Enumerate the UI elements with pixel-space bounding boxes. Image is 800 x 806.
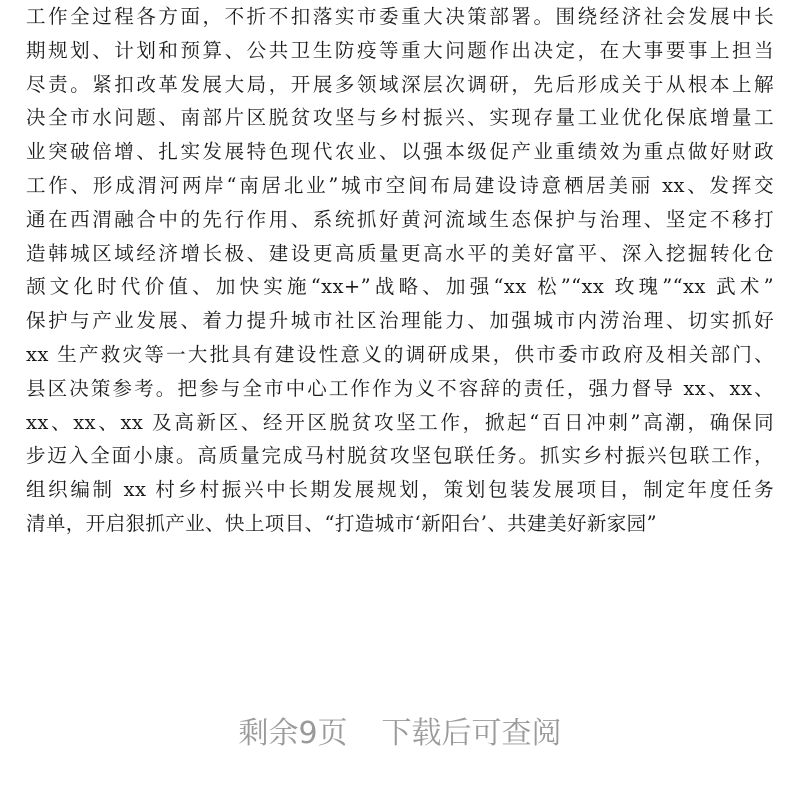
- paragraph-line: 工作全过程各方面，不折不扣落实市委重大决策部署。围绕经济社会发展中长: [26, 5, 774, 28]
- paragraph-line: 颉文化时代价值、加快实施“xx+”战略、加强“xx 松”“xx 玫瑰”“xx 武术”: [26, 275, 774, 299]
- paragraph-line: 县区决策参考。把参与全市中心工作作为义不容辞的责任，强力督导 xx、xx、: [26, 376, 774, 400]
- paragraph-line: 组织编制 xx 村乡村振兴中长期发展规划，策划包装发展项目，制定年度任务: [26, 478, 774, 502]
- paragraph-line: 清单，开启狠抓产业、快上项目、“打造城市‘新阳台’、共建美好新家园”: [26, 511, 657, 535]
- remaining-pages-count: 剩余9页: [238, 716, 348, 751]
- paragraph-line: 业突破倍增、扎实发展特色现代农业、以强本级促产业重绩效为重点做好财政: [26, 140, 774, 164]
- paragraph-line: xx 生产救灾等一大批具有建设性意义的调研成果，供市委市政府及相关部门、: [26, 342, 774, 366]
- download-hint-link[interactable]: 下载后可查阅: [381, 716, 562, 751]
- paragraph-line: 保护与产业发展、着力提升城市社区治理能力、加强城市内涝治理、切实抓好: [26, 309, 774, 333]
- paragraph-line: 通在西渭融合中的先行作用、系统抓好黄河流域生态保护与治理、坚定不移打: [26, 207, 774, 231]
- document-body: [26, 0, 774, 541]
- paragraph-line: 工作、形成渭河两岸“南居北业”城市空间布局建设诗意栖居美丽 xx、发挥交: [26, 173, 774, 197]
- paragraph-line: 造韩城区域经济增长极、建设更高质量更高水平的美好富平、深入挖掘转化仓: [26, 241, 774, 265]
- paragraph-line: xx、xx、xx 及高新区、经开区脱贫攻坚工作，掀起“百日冲刺”高潮，确保同: [26, 410, 774, 434]
- paragraph-line: 尽责。紧扣改革发展大局，开展多领域深层次调研，先后形成关于从根本上解: [26, 72, 774, 96]
- paragraph-line: 步迈入全面小康。高质量完成马村脱贫攻坚包联任务。抓实乡村振兴包联工作，: [26, 444, 774, 468]
- paragraph-line: 决全市水问题、南部片区脱贫攻坚与乡村振兴、实现存量工业优化保底增量工: [26, 106, 774, 130]
- paragraph-line: 期规划、计划和预算、公共卫生防疫等重大问题作出决定，在大事要事上担当: [26, 38, 774, 62]
- remaining-pages-banner[interactable]: [0, 700, 800, 760]
